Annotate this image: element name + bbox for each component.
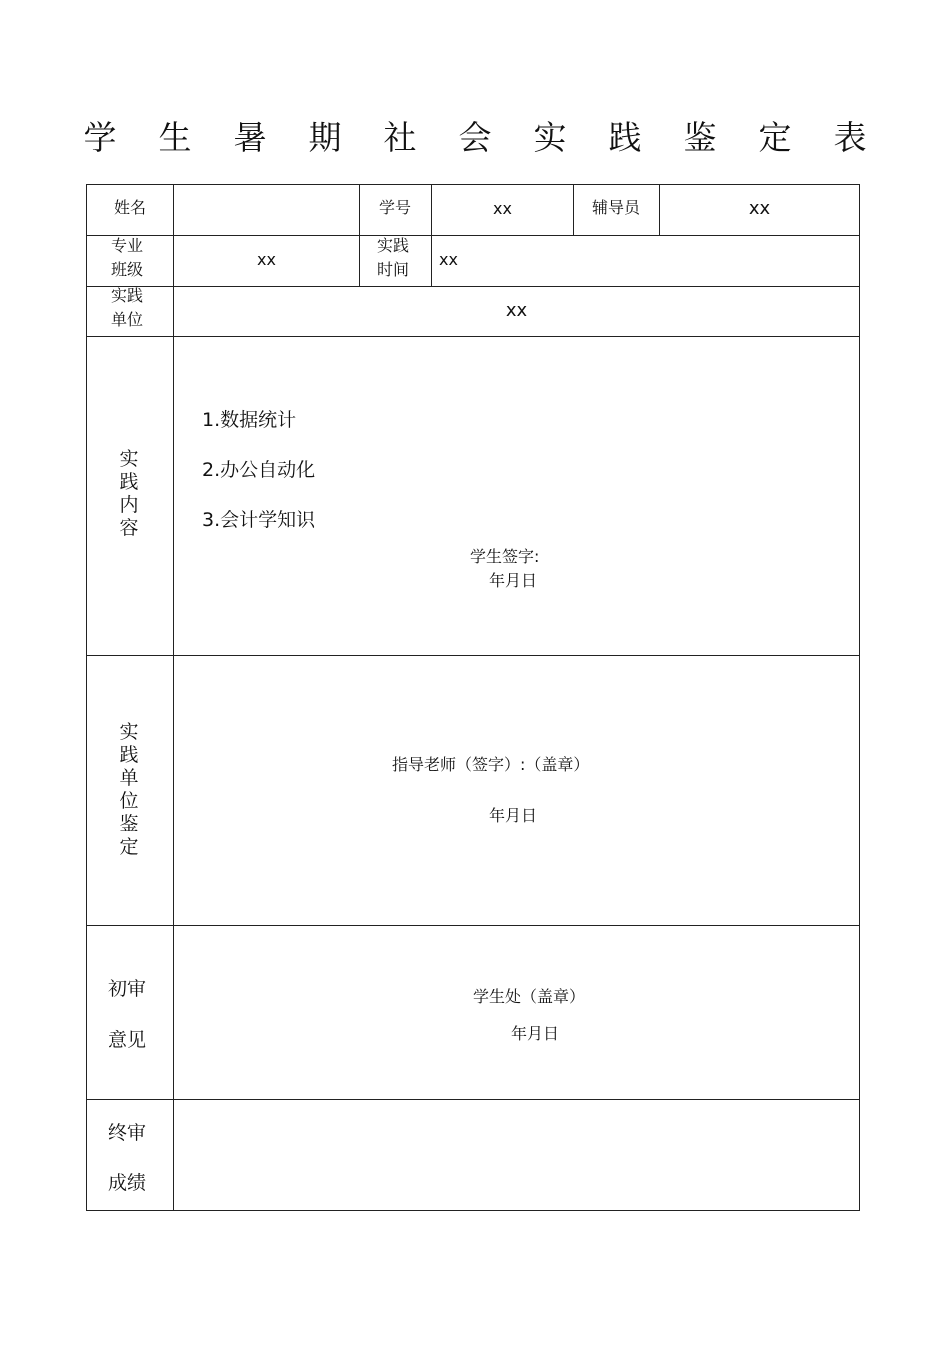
time-label-line2: 时间	[376, 260, 409, 279]
student-id-value[interactable]: xx	[493, 199, 512, 218]
final-grade-label	[87, 1121, 167, 1195]
column-divider	[173, 185, 174, 1210]
practice-content-label: 实 践 内 容	[119, 448, 139, 539]
initial-review-line1: 初审	[107, 978, 146, 1000]
appraisal-date: 年月日	[489, 806, 538, 825]
content-item: 1.数据统计	[202, 409, 297, 431]
title-char: 生	[158, 117, 192, 157]
major-class-label	[87, 234, 167, 282]
unit-appraisal-label: 实 践 单 位 鉴 定	[119, 721, 139, 858]
title-char: 期	[308, 117, 342, 157]
initial-review-label	[87, 977, 167, 1052]
title-char: 践	[608, 117, 642, 157]
initial-review-line2: 意见	[107, 1029, 146, 1051]
row-divider	[87, 286, 859, 287]
content-item: 2.办公自动化	[202, 459, 316, 481]
student-id-label: 学号	[378, 198, 411, 217]
initial-review-date: 年月日	[511, 1024, 560, 1043]
student-office-stamp: 学生处（盖章）	[473, 987, 586, 1006]
row-divider	[87, 655, 859, 656]
title-char: 暑	[233, 117, 267, 157]
title-char: 会	[458, 117, 492, 157]
title-char: 定	[758, 117, 792, 157]
title-char: 社	[383, 117, 417, 157]
appraisal-form-table	[86, 184, 860, 1211]
name-field[interactable]	[174, 196, 359, 220]
student-signature-label: 学生签字:	[470, 547, 540, 566]
major-class-value[interactable]: xx	[257, 250, 276, 269]
content-date: 年月日	[489, 571, 538, 590]
unit-label-line2: 单位	[110, 310, 143, 329]
final-grade-field[interactable]	[175, 1101, 857, 1209]
major-label-line2: 班级	[110, 260, 143, 279]
title-char: 实	[533, 117, 567, 157]
final-grade-line1: 终审	[107, 1122, 146, 1144]
row-divider	[87, 235, 859, 236]
practice-unit-label	[87, 284, 167, 332]
title-char: 表	[833, 117, 867, 157]
form-title	[80, 112, 870, 158]
teacher-signature-label: 指导老师（签字）:（盖章）	[392, 755, 590, 774]
unit-label-line1: 实践	[110, 286, 143, 305]
row-divider	[87, 925, 859, 926]
counselor-label: 辅导员	[591, 198, 640, 217]
time-label-line1: 实践	[376, 236, 409, 255]
final-grade-line2: 成绩	[107, 1172, 146, 1194]
counselor-value[interactable]: xx	[748, 198, 771, 219]
content-item: 3.会计学知识	[202, 509, 316, 531]
name-label: 姓名	[113, 198, 146, 217]
practice-unit-value[interactable]: xx	[505, 300, 528, 321]
practice-time-value[interactable]: xx	[439, 250, 458, 269]
major-label-line1: 专业	[110, 236, 143, 255]
title-char: 鉴	[683, 117, 717, 157]
row-divider	[87, 1099, 859, 1100]
practice-time-label	[359, 234, 427, 282]
title-char: 学	[83, 117, 117, 157]
row-divider	[87, 336, 859, 337]
